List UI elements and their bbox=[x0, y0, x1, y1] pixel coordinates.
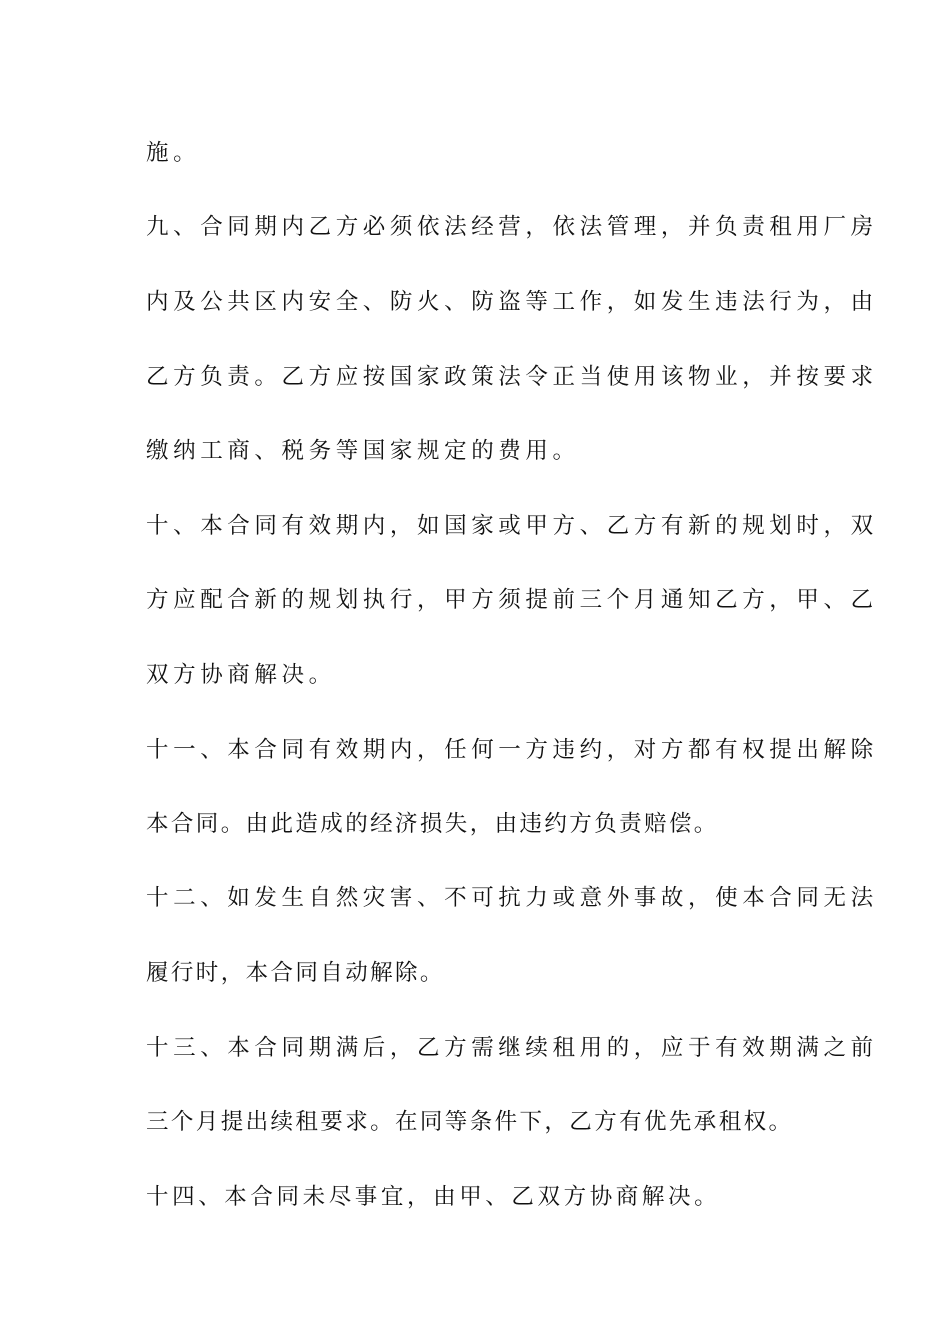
clause-9-line-3: 乙方负责。乙方应按国家政策法令正当使用该物业，并按要求 bbox=[146, 364, 878, 390]
clause-10-line-3: 双方协商解决。 bbox=[146, 662, 336, 688]
text-line: 施。 bbox=[146, 140, 201, 166]
clause-11-line-2: 本合同。由此造成的经济损失，由违约方负责赔偿。 bbox=[146, 811, 719, 837]
clause-9-line-2: 内及公共区内安全、防火、防盗等工作，如发生违法行为，由 bbox=[146, 289, 878, 315]
clause-11-line-1: 十一、本合同有效期内，任何一方违约，对方都有权提出解除 bbox=[146, 737, 878, 763]
clause-12-line-1: 十二、如发生自然灾害、不可抗力或意外事故，使本合同无法 bbox=[146, 885, 878, 911]
clause-10-line-2: 方应配合新的规划执行，甲方须提前三个月通知乙方，甲、乙 bbox=[146, 587, 878, 613]
clause-13-line-2: 三个月提出续租要求。在同等条件下，乙方有优先承租权。 bbox=[146, 1109, 794, 1135]
clause-9-line-4: 缴纳工商、税务等国家规定的费用。 bbox=[146, 438, 580, 464]
clause-12-line-2: 履行时，本合同自动解除。 bbox=[146, 960, 445, 986]
clause-13-line-1: 十三、本合同期满后，乙方需继续租用的，应于有效期满之前 bbox=[146, 1035, 878, 1061]
clause-10-line-1: 十、本合同有效期内，如国家或甲方、乙方有新的规划时，双 bbox=[146, 513, 878, 539]
clause-14-line-1: 十四、本合同未尽事宜，由甲、乙双方协商解决。 bbox=[146, 1184, 721, 1210]
clause-9-line-1: 九、合同期内乙方必须依法经营，依法管理，并负责租用厂房 bbox=[146, 214, 878, 240]
